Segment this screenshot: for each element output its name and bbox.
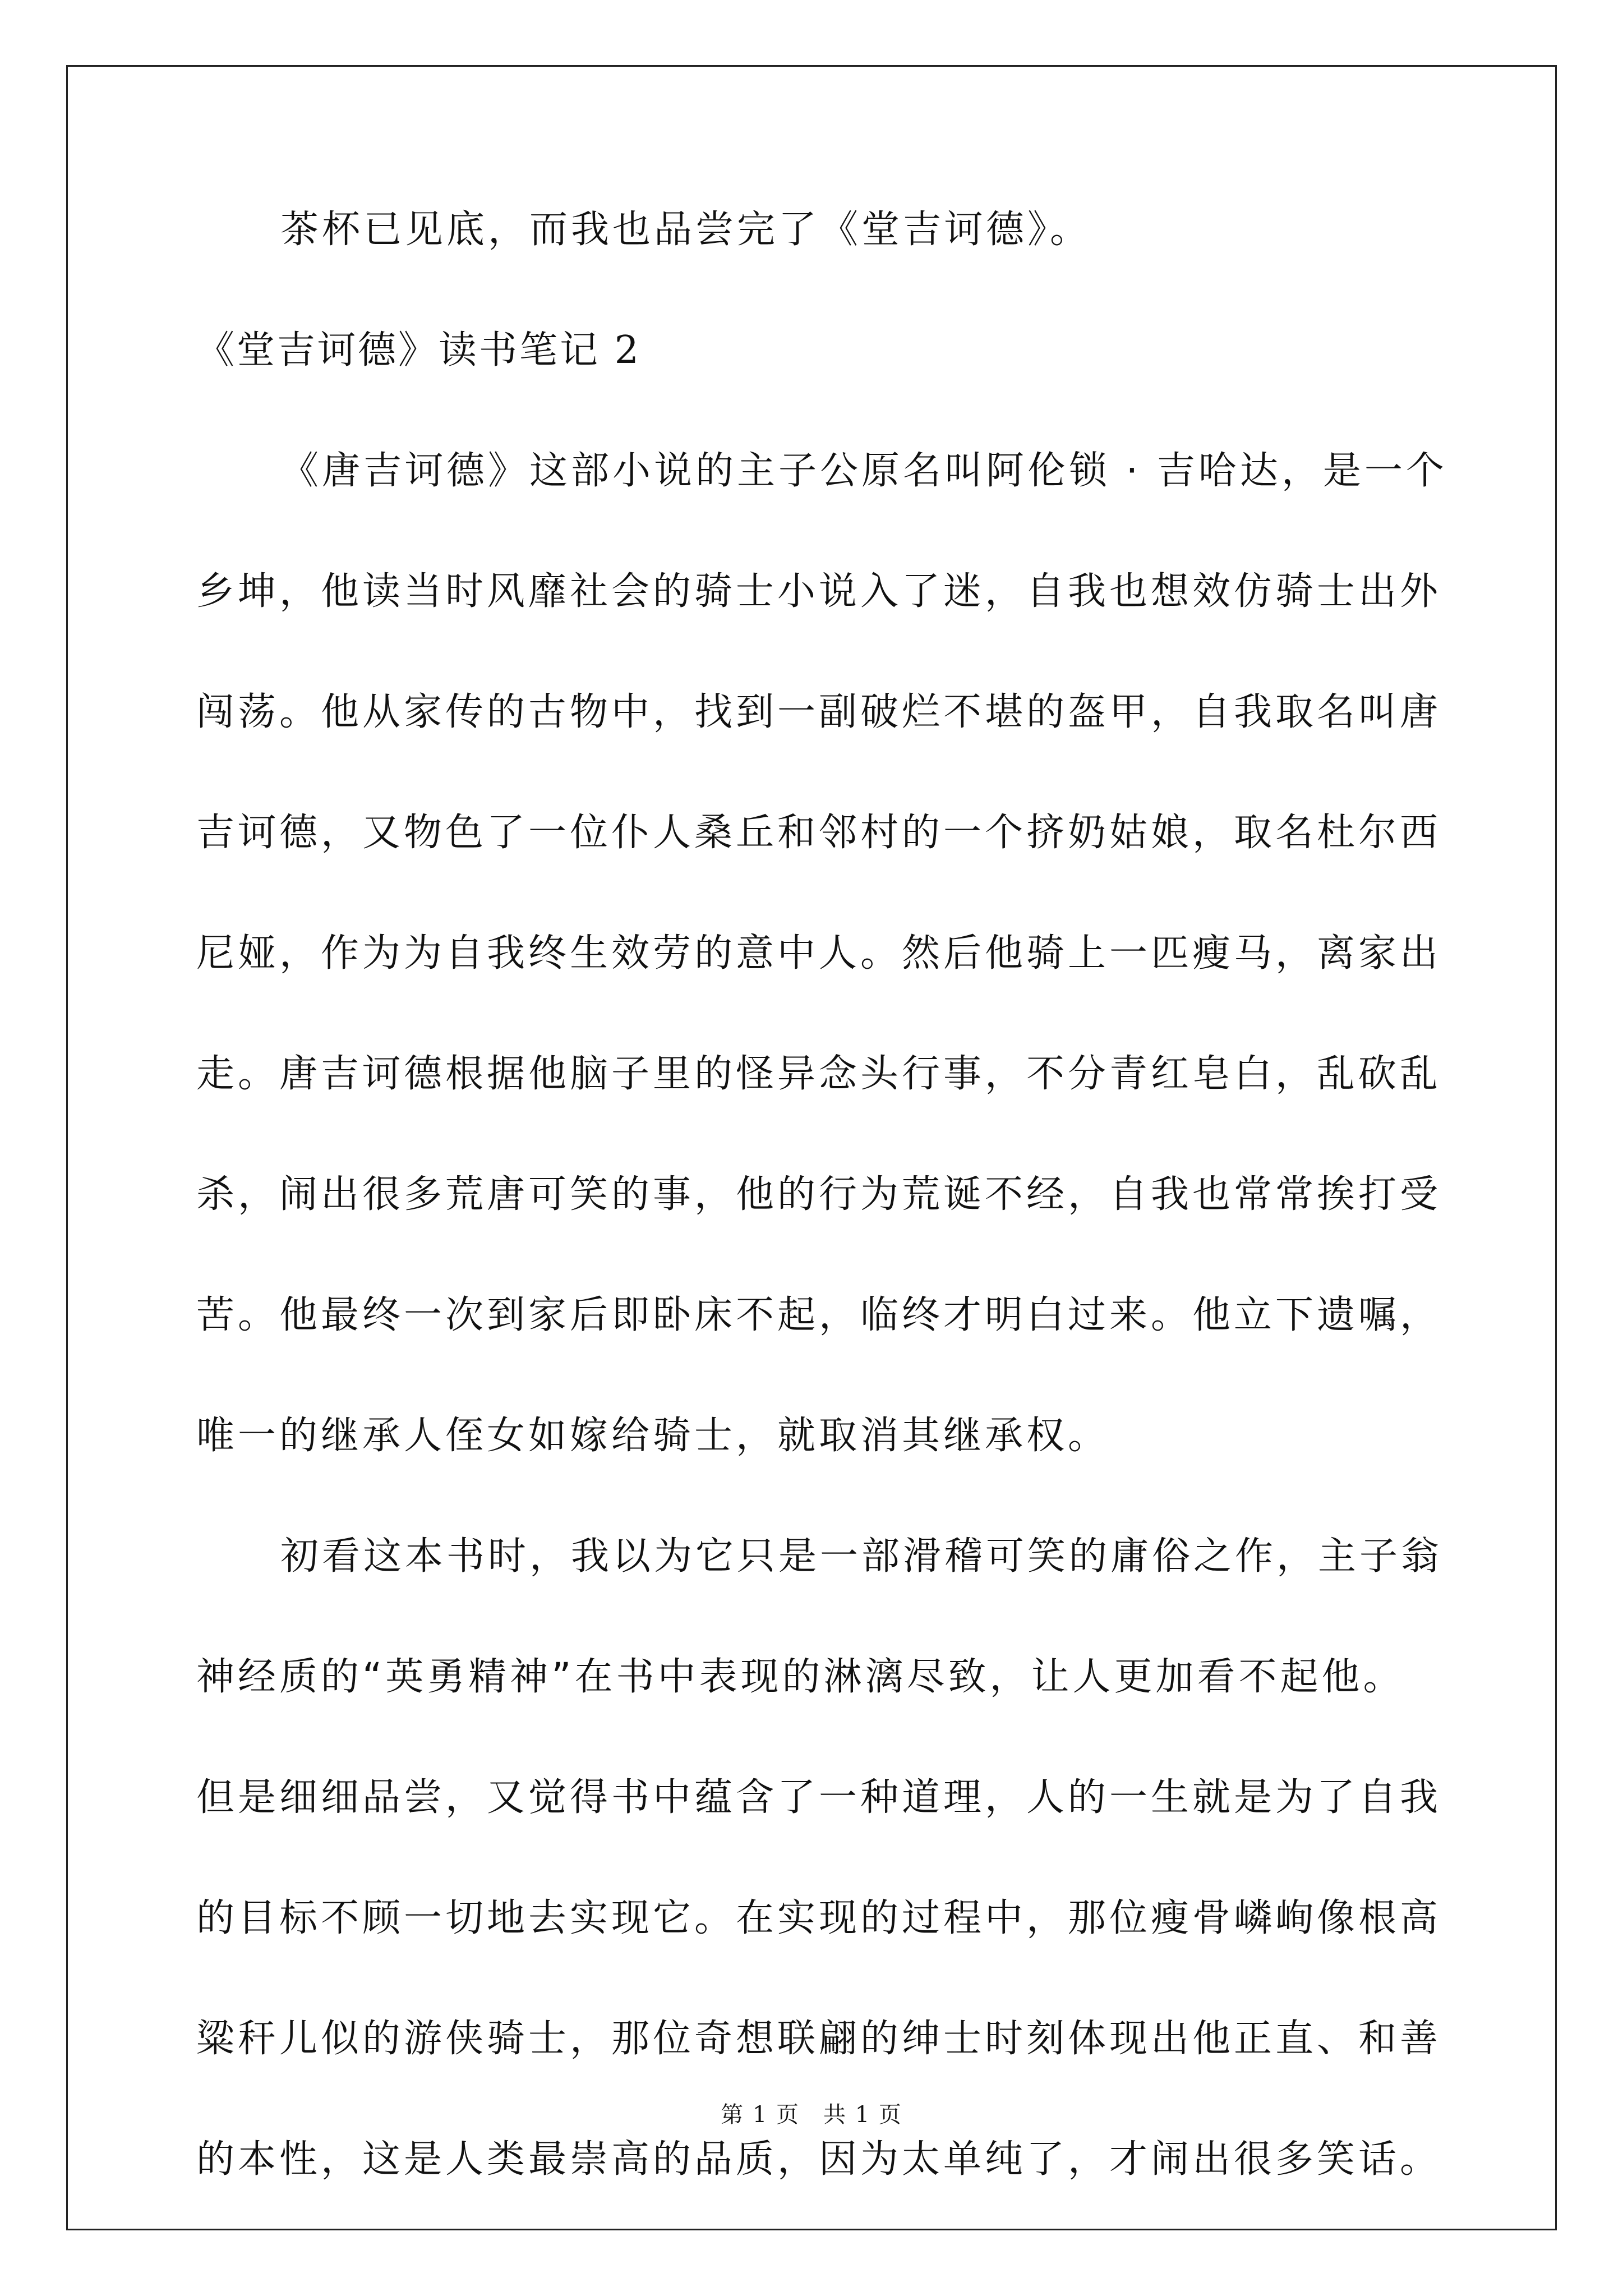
paragraph-2-line: 初看这本书时，我以为它只是一部滑稽可笑的庸俗之作，主子翁 [280,1534,1443,1579]
paragraph-2-line: 的本性，这是人类最崇高的品质，因为太单纯了，才闹出很多笑话。 [196,2137,1442,2182]
paragraph-1-line: 闯荡。他从家传的古物中，找到一副破烂不堪的盔甲，自我取名叫唐 [196,690,1442,734]
paragraph-1-line: 尼娅，作为为自我终生效劳的意中人。然后他骑上一匹瘦马，离家出 [196,931,1442,976]
paragraph-1-line: 吉诃德，又物色了一位仆人桑丘和邻村的一个挤奶姑娘，取名杜尔西 [196,811,1442,855]
page-number-footer: 第 1 页 共 1 页 [721,2102,902,2128]
paragraph-1-line: 唯一的继承人侄女如嫁给骑士，就取消其继承权。 [196,1414,1110,1458]
paragraph-2-line: 的目标不顾一切地去实现它。在实现的过程中，那位瘦骨嶙峋像根高 [196,1896,1442,1940]
paragraph-2-line: 粱秆儿似的游侠骑士，那位奇想联翩的绅士时刻体现出他正直、和善 [196,2017,1442,2061]
section-heading: 《堂吉诃德》读书笔记 2 [196,328,641,372]
paragraph-1-line: 走。唐吉诃德根据他脑子里的怪异念头行事，不分青红皂白，乱砍乱 [196,1052,1442,1096]
intro-line: 茶杯已见底，而我也品尝完了《堂吉诃德》。 [280,208,1092,252]
paragraph-1-line: 《唐吉诃德》这部小说的主子公原名叫阿伦锁 · 吉哈达，是一个 [280,449,1447,493]
paragraph-2-line: 神经质的“英勇精神”在书中表现的淋漓尽致，让人更加看不起他。 [196,1655,1405,1699]
paragraph-2-line: 但是细细品尝，又觉得书中蕴含了一种道理，人的一生就是为了自我 [196,1775,1442,1820]
paragraph-1-line: 杀，闹出很多荒唐可笑的事，他的行为荒诞不经，自我也常常挨打受 [196,1172,1442,1217]
paragraph-1-line: 乡坤，他读当时风靡社会的骑士小说入了迷，自我也想效仿骑士出外 [196,569,1442,614]
paragraph-1-line: 苦。他最终一次到家后即卧床不起，临终才明白过来。他立下遗嘱， [196,1293,1442,1337]
